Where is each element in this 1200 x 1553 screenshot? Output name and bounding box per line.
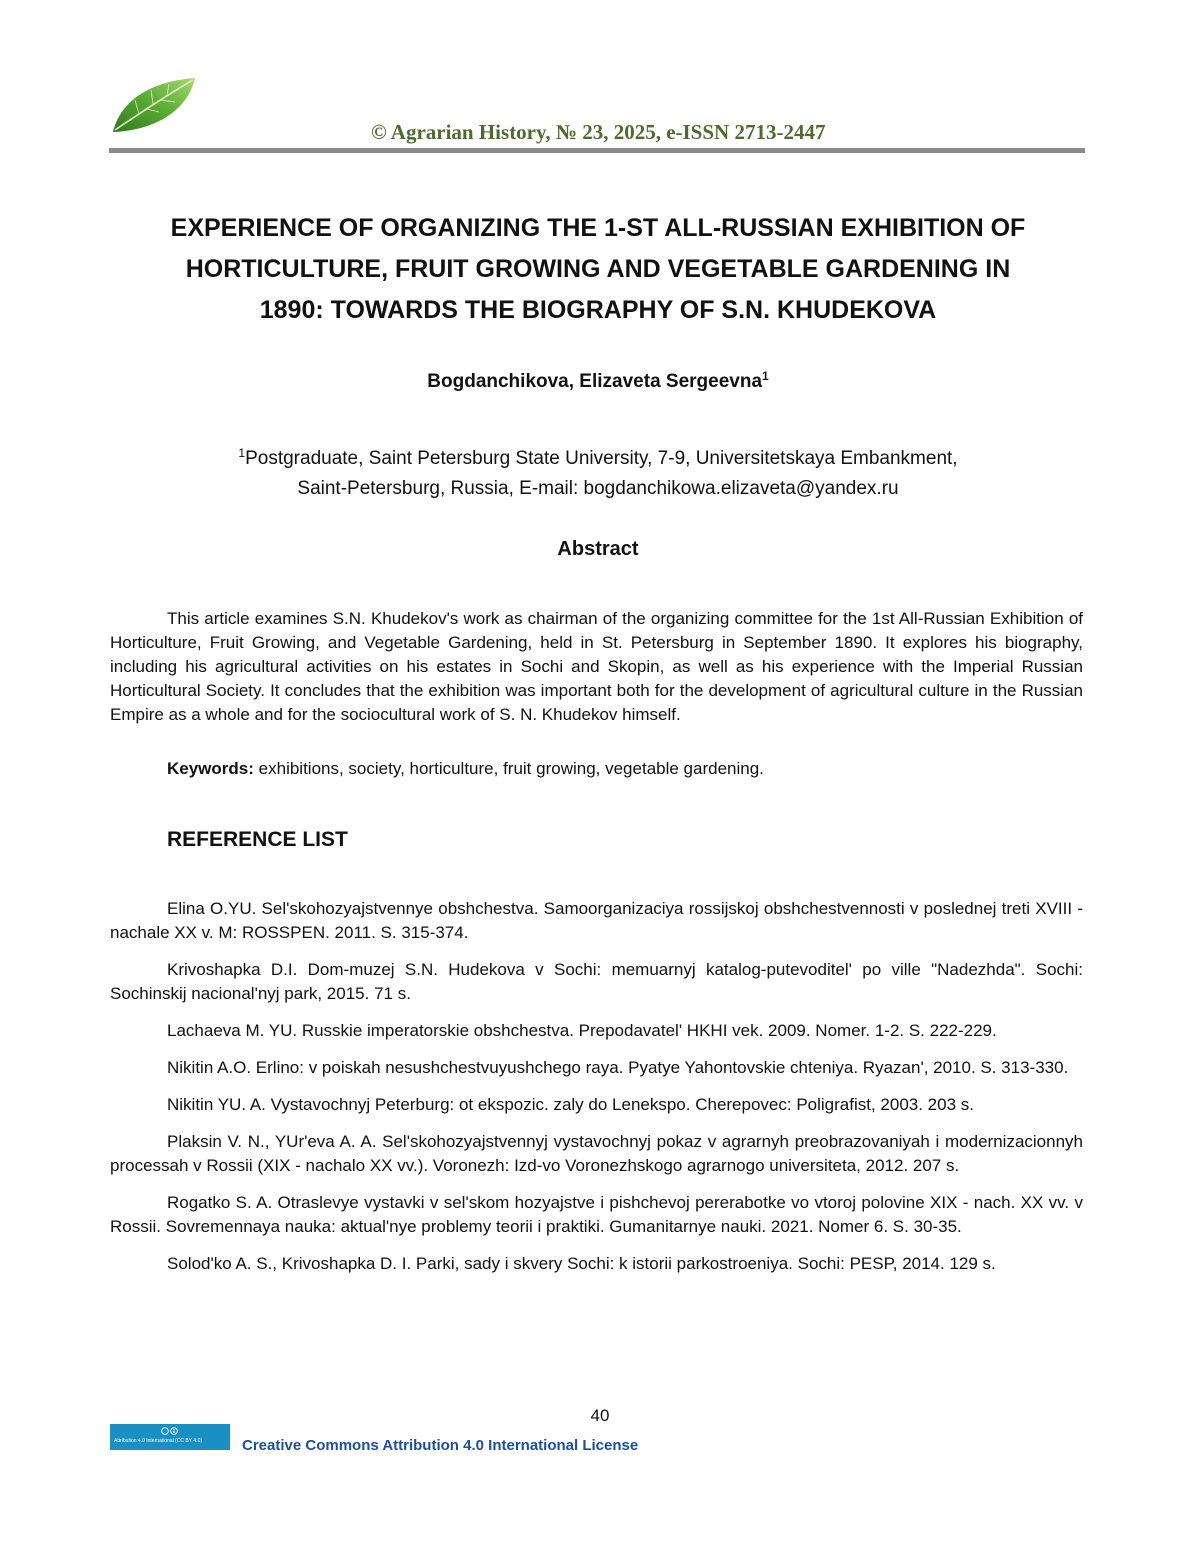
journal-title: © Agrarian History, № 23, 2025, e-ISSN 2713-2447 (371, 120, 826, 144)
article-title (110, 208, 1086, 331)
abstract-text: This article examines S.N. Khudekov's work as chairman of the organizing committee for the 1st All-Russian Exhibition of Horticulture, Fruit Growing, and Vegetable Gardening, held in St. Petersburg in September 1890. It explores his biography, including his agricultural activities on his estates in Sochi and Skopin, as well as his experience with the Imperial Russian Horticultural Society. It concludes that the exhibition was important both for the development of agricultural culture in the Russian Empire as a whole and for the sociocultural work of S. N. Khudekov himself. (110, 609, 1083, 724)
cc-by-icon (160, 1427, 180, 1435)
page-number: 40 (590, 1406, 610, 1425)
leaf-icon (109, 72, 205, 136)
reference-item: Nikitin A.O. Erlino: v poiskah nesushchestvuyushchego raya. Pyatye Yahontovskie chteniya. Ryazan', 2010. S. 313-330. (167, 1058, 1069, 1077)
author-name (110, 369, 1086, 393)
reference-item: Krivoshapka D.I. Dom-muzej S.N. Hudekova v Sochi: memuarnyj katalog-putevoditel' po ville "Nadezhda". Sochi: Sochinskij nacional'nyj park, 2015. 71 s. (110, 960, 1083, 1003)
abstract-heading: Abstract (557, 538, 639, 560)
page-header (109, 72, 1085, 156)
affiliation-superscript: 1 (238, 446, 246, 460)
badge-text: Attribution 4.0 International (CC BY 4.0) (114, 1438, 203, 1444)
keywords-list: exhibitions, society, horticulture, fruit growing, vegetable gardening. (258, 759, 764, 778)
title-line: HORTICULTURE, FRUIT GROWING AND VEGETABLE GARDENING IN (185, 255, 1011, 283)
reference-item: Rogatko S. A. Otraslevye vystavki v sel'skom hozyajstve i pishchevoj pererabotke vo vtoroj polovine XIX - nach. XX vv. v Rossii. Sovremennaya nauka: aktual'nye problemy teorii i praktiki. Gumanitarnye nauki. 2021. Nomer 6. S. 30-35. (110, 1193, 1083, 1236)
reference-list-heading: REFERENCE LIST (167, 828, 348, 851)
author-text: Bogdanchikova, Elizaveta Sergeevna (427, 371, 763, 392)
author-superscript: 1 (762, 369, 769, 383)
reference-list (110, 897, 1083, 1289)
affiliation-line: Saint-Petersburg, Russia, E-mail: bogdanchikowa.elizaveta@yandex.ru (297, 478, 899, 499)
cc-license-badge[interactable] (110, 1424, 230, 1450)
license-link[interactable]: Creative Commons Attribution 4.0 International License (242, 1437, 639, 1454)
keywords-label: Keywords: (167, 759, 254, 778)
header-divider (109, 148, 1085, 153)
title-line: 1890: TOWARDS THE BIOGRAPHY OF S.N. KHUDEKOVA (259, 296, 937, 324)
reference-item: Plaksin V. N., YUr'eva A. A. Sel'skohozyajstvennyj vystavochnyj pokaz v agrarnyh preobrazovaniyah i modernizacionnyh processah v Rossii (XIX - nachalo XX vv.). Voronezh: Izd-vo Voronezhskogo agrarnogo universiteta, 2012. 207 s. (110, 1132, 1083, 1175)
keywords (167, 759, 764, 779)
reference-item: Solod'ko A. S., Krivoshapka D. I. Parki, sady i skvery Sochi: k istorii parkostroeniya. Sochi: PESP, 2014. 129 s. (167, 1254, 996, 1273)
reference-item: Elina O.YU. Sel'skohozyajstvennye obshchestva. Samoorganizaciya rossijskoj obshchestvennosti v poslednej treti XVIII - nachale XX v. M: ROSSPEN. 2011. S. 315-374. (110, 899, 1083, 942)
reference-item: Nikitin YU. A. Vystavochnyj Peterburg: ot ekspozic. zaly do Lenekspo. Cherepovec: Poligrafist, 2003. 203 s. (167, 1095, 974, 1114)
reference-item: Lachaeva M. YU. Russkie imperatorskie obshchestva. Prepodavatel' HKHI vek. 2009. Nomer. 1-2. S. 222-229. (167, 1021, 997, 1040)
affiliation (110, 438, 1086, 504)
affiliation-line: $^1$Postgraduate, Saint Petersburg State University, 7-9, Universitetskaya Embankment, (238, 446, 958, 469)
title-line: EXPERIENCE OF ORGANIZING THE 1-ST ALL-RUSSIAN EXHIBITION OF (170, 214, 1026, 242)
